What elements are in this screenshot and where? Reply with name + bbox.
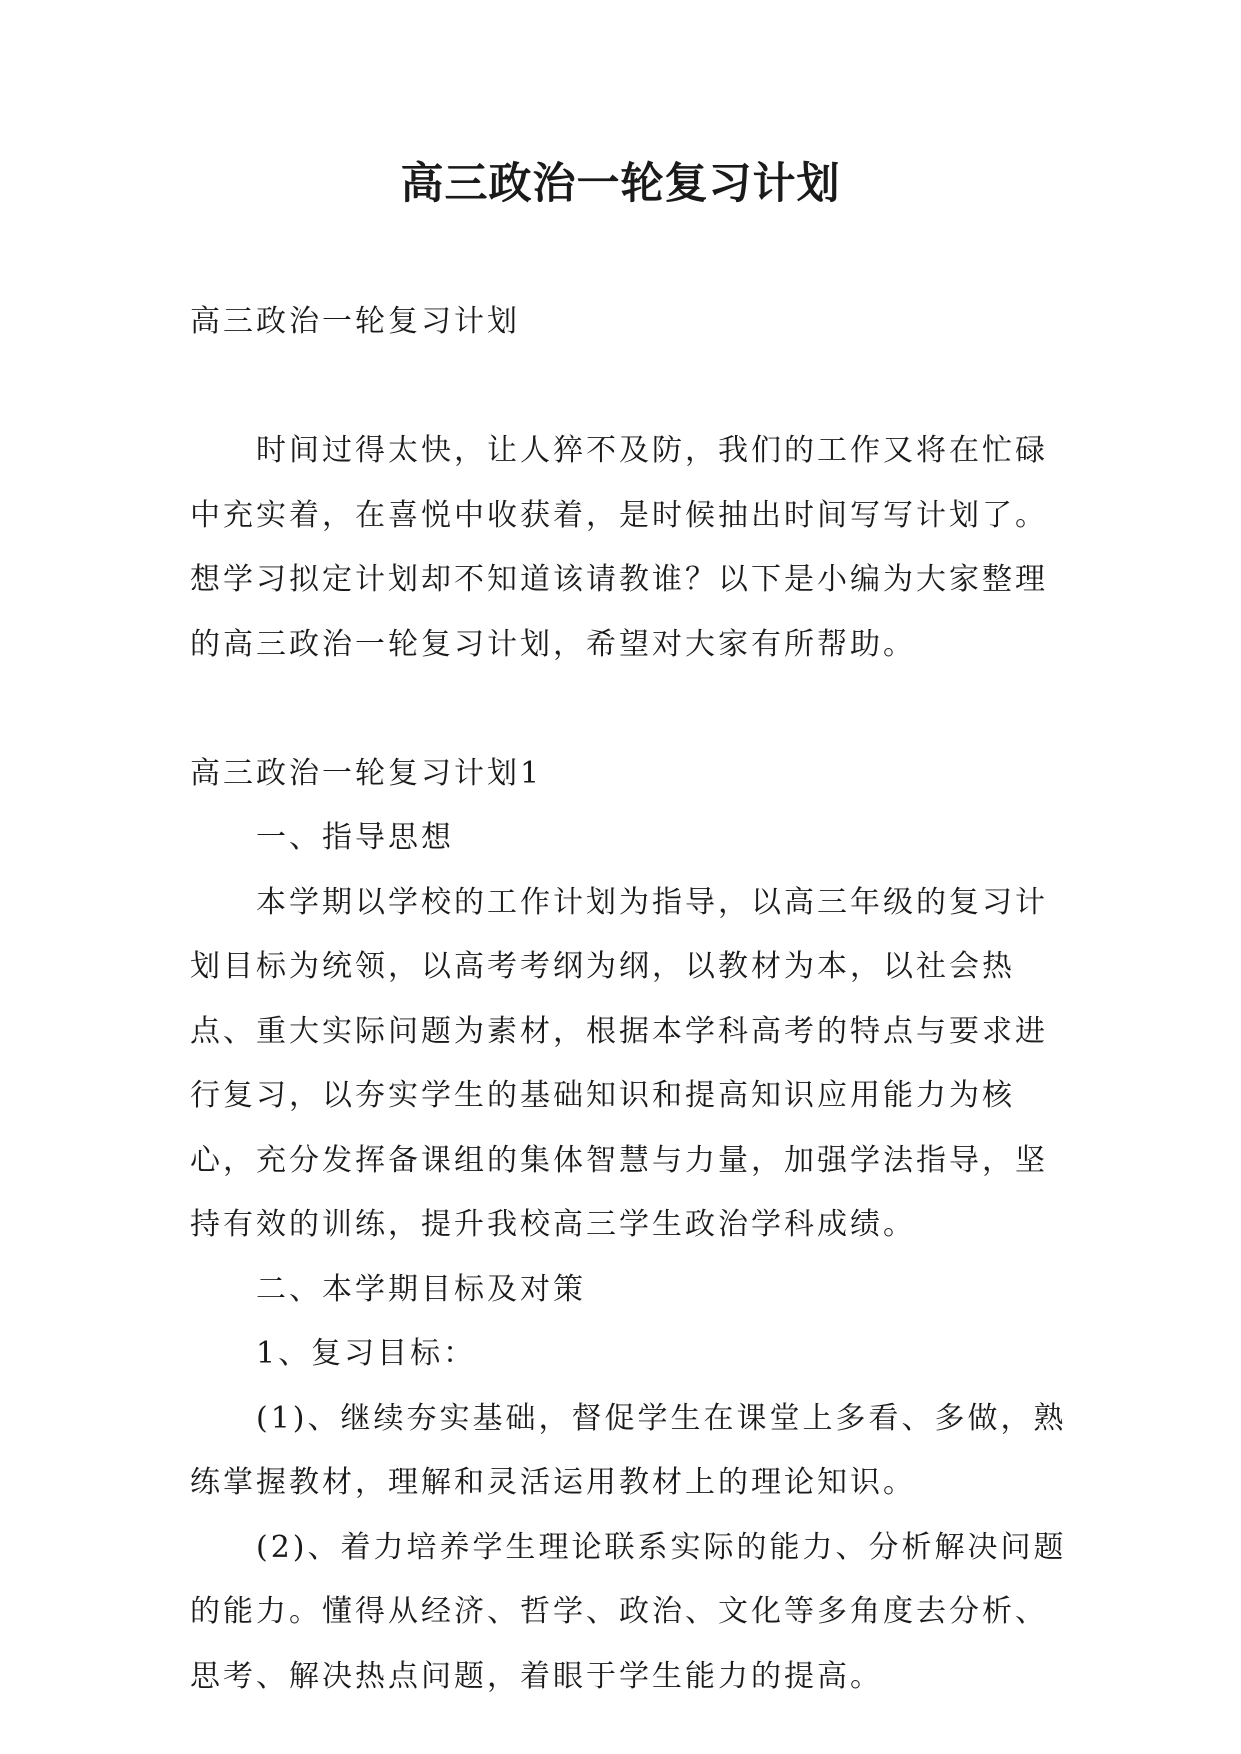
- heading-review-goals: 1、复习目标：: [256, 1336, 477, 1371]
- heading-semester-goals: 二、本学期目标及对策: [256, 1271, 586, 1307]
- review-goal-item-1: (1)、继续夯实基础，督促学生在课堂上多看、多做，熟练掌握教材，理解和灵活运用教材上的理论知识。: [190, 1400, 1067, 1500]
- intro-paragraph: 时间过得太快，让人猝不及防，我们的工作又将在忙碌中充实着，在喜悦中收获着，是时候抽出时间写写计划了。想学习拟定计划却不知道该请教谁？以下是小编为大家整理的高三政治一轮复习计划，希望对大家有所帮助。: [190, 433, 1048, 662]
- spacer: [190, 355, 1070, 420]
- document-title: 高三政治一轮复习计划: [400, 159, 841, 209]
- document-body: [190, 290, 1070, 1709]
- section-title: 高三政治一轮复习计划1: [190, 755, 543, 791]
- spacer: [190, 677, 1070, 742]
- heading-guiding-ideology: 一、指导思想: [256, 820, 454, 855]
- review-goal-item-2: (2)、着力培养学生理论联系实际的能力、分析解决问题的能力。懂得从经济、哲学、政治、文化等多角度去分析、思考、解决热点问题，着眼于学生能力的提高。: [190, 1529, 1067, 1694]
- document-subtitle: 高三政治一轮复习计划: [190, 304, 520, 339]
- guiding-ideology-paragraph: 本学期以学校的工作计划为指导，以高三年级的复习计划目标为统领，以高考考纲为纲，以教材为本，以社会热点、重大实际问题为素材，根据本学科高考的特点与要求进行复习，以夯实学生的基础知识和提高知识应用能力为核心，充分发挥备课组的集体智慧与力量，加强学法指导，坚持有效的训练，提升我校高三学生政治学科成绩。: [190, 884, 1048, 1242]
